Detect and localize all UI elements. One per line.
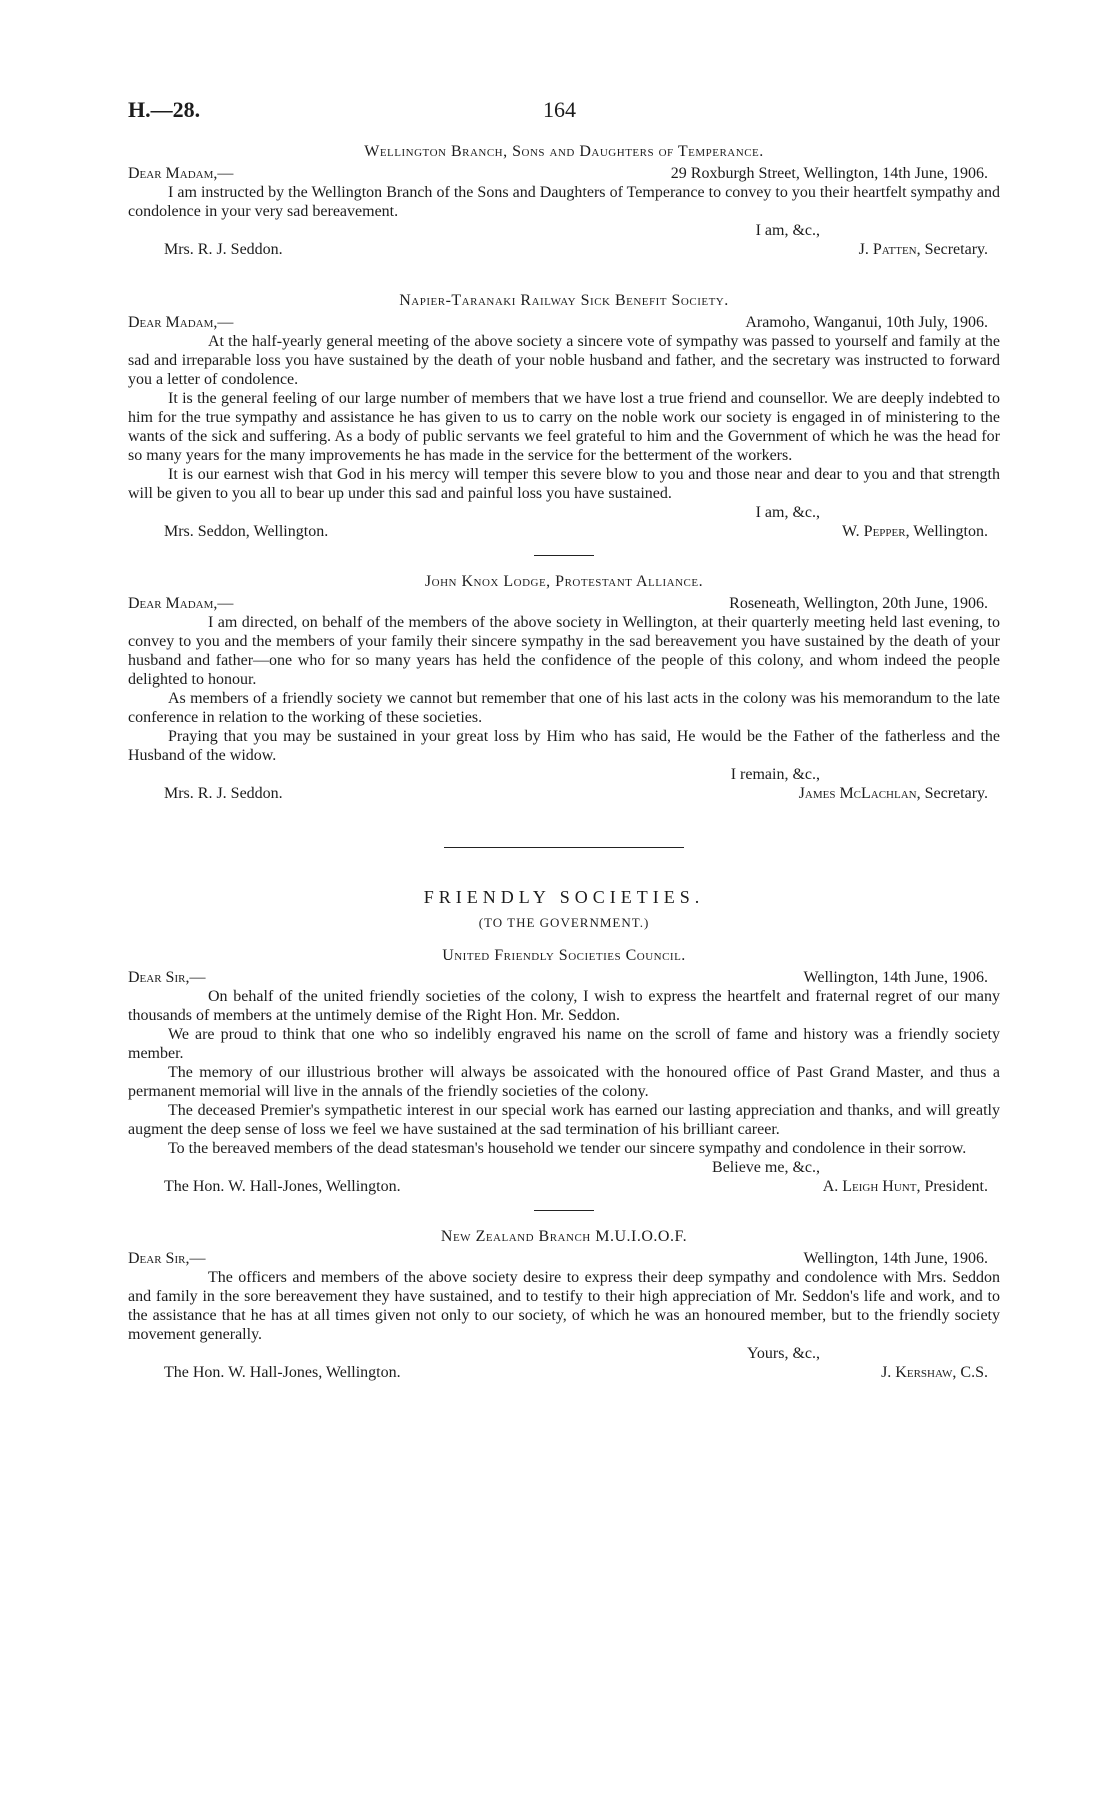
closing: I am, &c., — [755, 222, 820, 239]
signature-name: J. Patten, — [858, 241, 921, 258]
letter-heading: United Friendly Societies Council. — [442, 947, 686, 964]
letter-dateline-row — [128, 313, 1000, 332]
letter-heading: Napier-Taranaki Railway Sick Benefit Society. — [399, 292, 729, 309]
page-number: 164 — [543, 97, 576, 122]
letter-dateline-row — [128, 594, 1000, 613]
section-divider-rule — [444, 847, 684, 848]
page-header — [128, 97, 1000, 130]
signature-name: J. Kershaw, — [881, 1364, 957, 1381]
signature — [823, 1177, 1000, 1196]
letter-dateline-row — [128, 164, 1000, 183]
closing: I remain, &c., — [730, 766, 820, 783]
signature-name: James McLachlan, — [798, 785, 921, 802]
letter-paragraph: Praying that you may be sustained in your great loss by Him who has said, He would be the Father of the fatherless and the Husband of the widow. — [128, 728, 1000, 764]
signature — [859, 240, 1000, 259]
letter-paragraph: We are proud to think that one who so indelibly engraved his name on the scroll of fame and history was a friendly society member. — [128, 1026, 1000, 1062]
dateline: Wellington, 14th June, 1906. — [803, 1250, 988, 1267]
dateline: Aramoho, Wanganui, 10th July, 1906. — [745, 314, 988, 331]
addressee: Mrs. Seddon, Wellington. — [164, 523, 329, 540]
section-subtitle: (TO THE GOVERNMENT.) — [478, 915, 650, 930]
letter-paragraph: As members of a friendly society we cannot but remember that one of his last acts in the colony was his memorandum to the late conference in relation to the working of these societies. — [128, 690, 1000, 726]
signature — [799, 784, 1000, 803]
closing: Believe me, &c., — [712, 1159, 820, 1176]
letter-paragraph: To the bereaved members of the dead statesman's household we tender our sincere sympathy and condolence in their sorrow. — [168, 1140, 967, 1157]
letter-paragraph: The memory of our illustrious brother will always be assoicated with the honoured office of Past Grand Master, and thus a permanent memorial will live in the annals of the friendly societies of the colony. — [128, 1064, 1000, 1100]
dateline: 29 Roxburgh Street, Wellington, 14th June, 1906. — [670, 165, 988, 182]
closing: I am, &c., — [755, 504, 820, 521]
signature-title: Secretary. — [924, 785, 988, 802]
letter-united-friendly-societies — [128, 946, 1000, 1196]
signature-title: Secretary. — [924, 241, 988, 258]
divider-rule — [534, 1210, 594, 1211]
signature-name: A. Leigh Hunt, — [822, 1178, 921, 1195]
page-reference: H.—28. — [128, 97, 201, 122]
signature — [842, 522, 1000, 541]
letter-napier-taranaki-railway — [128, 291, 1000, 541]
addressee: Mrs. R. J. Seddon. — [164, 785, 283, 802]
closing-row — [128, 1139, 1000, 1158]
letter-paragraph: It is our earnest wish that God in his mercy will temper this severe blow to you and those near and dear to you and that strength will be given to you all to bear up under this sad and painful loss you have sustained. — [128, 466, 1000, 502]
salutation: Dear Madam,— — [128, 314, 234, 331]
salutation: Dear Madam,— — [128, 165, 234, 182]
letter-paragraph: On behalf of the united friendly societies of the colony, I wish to express the heartfelt and fraternal regret of our many thousands of members at the untimely demise of the Right Hon. Mr. Seddon. — [128, 988, 1000, 1024]
signature — [881, 1363, 1000, 1382]
addressee: The Hon. W. Hall-Jones, Wellington. — [164, 1178, 401, 1195]
signature-row — [128, 1177, 1000, 1196]
letter-dateline-row — [128, 1249, 1000, 1268]
salutation: Dear Sir,— — [128, 969, 206, 986]
dateline: Wellington, 14th June, 1906. — [803, 969, 988, 986]
letter-heading: Wellington Branch, Sons and Daughters of Temperance. — [364, 143, 764, 160]
salutation: Dear Madam,— — [128, 595, 234, 612]
letter-john-knox-lodge — [128, 572, 1000, 803]
signature-title: Wellington. — [913, 523, 988, 540]
letter-paragraph: The officers and members of the above society desire to express their deep sympathy and condolence with Mrs. Seddon and family in the sore bereavement they have sustained, and to testify to their high appreciation of Mr. Seddon's life and work, and to the assistance that he has at all times given not only to our society, of which he was an honoured member, but to the friendly society movement generally. — [128, 1269, 1000, 1343]
letter-paragraph: I am instructed by the Wellington Branch of the Sons and Daughters of Temperance to convey to you their heartfelt sympathy and condolence in your very sad bereavement. — [128, 184, 1000, 220]
signature-row — [128, 240, 1000, 259]
signature-row — [128, 1363, 1000, 1382]
divider-rule — [534, 555, 594, 556]
signature-title: President. — [924, 1178, 988, 1195]
letter-paragraph: It is the general feeling of our large number of members that we have lost a true friend and counsellor. We are deeply indebted to him for the true sympathy and assistance he has given to us to carry on the noble work our society is engaged in of ministering to the wants of the sick and suffering. As a body of public servants we feel grateful to him and the Government of which he was the head for so many years for the many improvements he has made in the service for the betterment of the workers. — [128, 390, 1000, 464]
addressee: Mrs. R. J. Seddon. — [164, 241, 283, 258]
signature-title: C.S. — [960, 1364, 988, 1381]
letter-paragraph: At the half-yearly general meeting of the above society a sincere vote of sympathy was passed to yourself and family at the sad and irreparable loss you have sustained by the death of your noble husband and father, and the secretary was instructed to forward you a letter of condolence. — [128, 333, 1000, 388]
addressee: The Hon. W. Hall-Jones, Wellington. — [164, 1364, 401, 1381]
letter-heading: John Knox Lodge, Protestant Alliance. — [424, 573, 704, 590]
dateline: Roseneath, Wellington, 20th June, 1906. — [729, 595, 988, 612]
signature-row — [128, 784, 1000, 803]
letter-heading: New Zealand Branch M.U.I.O.O.F. — [440, 1228, 688, 1245]
closing: Yours, &c., — [746, 1345, 820, 1362]
letter-nz-branch-muioof — [128, 1227, 1000, 1382]
signature-row — [128, 522, 1000, 541]
salutation: Dear Sir,— — [128, 1250, 206, 1267]
letter-paragraph: The deceased Premier's sympathetic interest in our special work has earned our lasting appreciation and thanks, and will greatly augment the deep sense of loss we feel we have sustained at the sad termination of his brilliant career. — [128, 1102, 1000, 1138]
letter-paragraph: I am directed, on behalf of the members of the above society in Wellington, at their quarterly meeting held last evening, to convey to you and the members of your family their sincere sympathy in the sad bereavement you have sustained by the death of your husband and father—one who for so many years has held the confidence of the people of this colony, and whom indeed the people delighted to honour. — [128, 614, 1000, 688]
letter-sons-daughters-temperance — [128, 142, 1000, 259]
signature-name: W. Pepper, — [842, 523, 910, 540]
letter-dateline-row — [128, 968, 1000, 987]
section-title: FRIENDLY SOCIETIES. — [423, 887, 705, 907]
